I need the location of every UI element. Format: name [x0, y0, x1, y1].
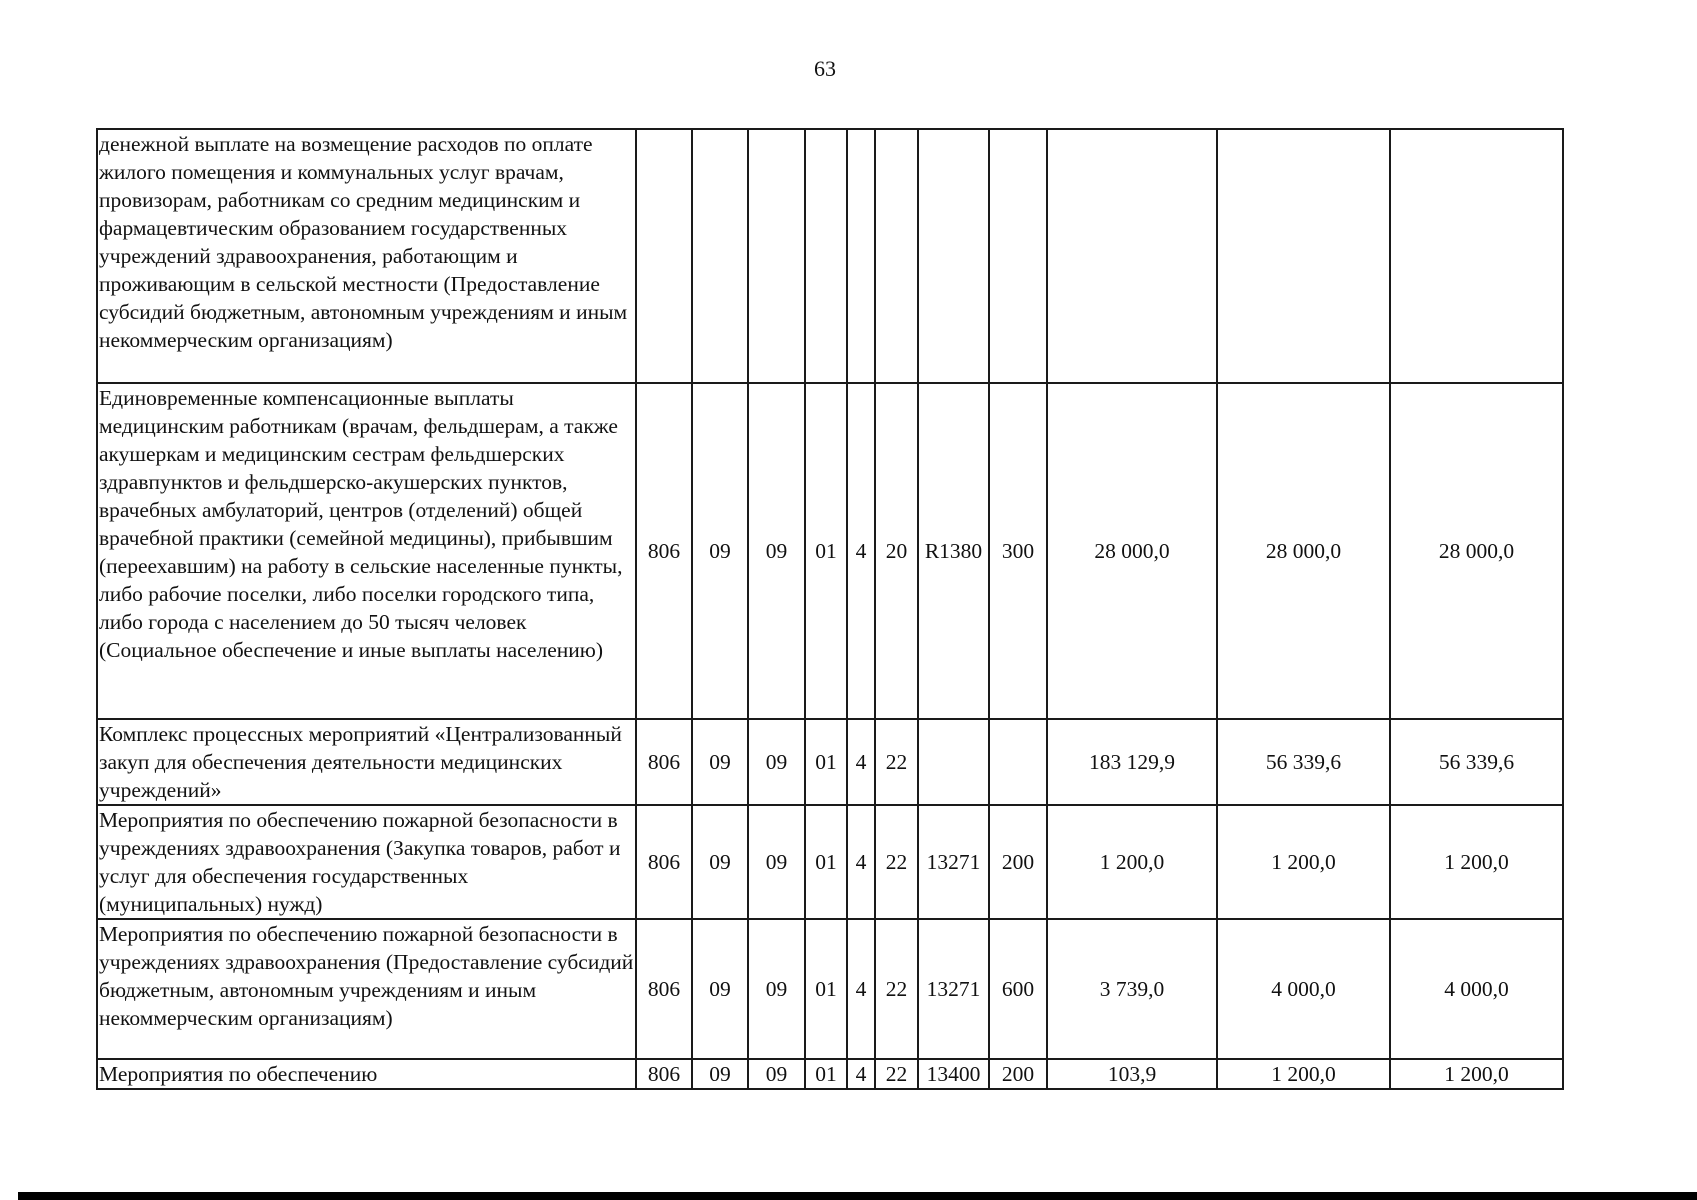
code-complex-cell: 22	[875, 719, 918, 805]
code-subsection-cell: 09	[748, 383, 805, 719]
code-direction-cell	[918, 129, 989, 383]
table-row	[97, 919, 1563, 1059]
code-type-cell: 4	[847, 383, 875, 719]
amount-year3-cell: 56 339,6	[1390, 719, 1563, 805]
code-complex-cell: 22	[875, 805, 918, 919]
code-program-cell: 01	[805, 1059, 847, 1089]
row-name-cell: Мероприятия по обеспечению	[97, 1059, 636, 1089]
code-expense-type-cell	[989, 129, 1047, 383]
amount-year1-cell: 183 129,9	[1047, 719, 1217, 805]
amount-year3-cell: 4 000,0	[1390, 919, 1563, 1059]
amount-year3-cell: 1 200,0	[1390, 1059, 1563, 1089]
row-name-cell: Единовременные компенсационные выплаты медицинским работникам (врачам, фельдшерам, а также акушеркам и медицинским сестрам фельдшерских здравпунктов и фельдшерско-акушерских пунктов, врачебных амбулаторий, центров (отделений) общей врачебной практики (семейной медицины), прибывшим (переехавшим) на работу в сельские населенные пункты, либо рабочие поселки, либо поселки городского типа, либо города с населением до 50 тысяч человек (Социальное обеспечение и иные выплаты населению)	[97, 383, 636, 719]
code-complex-cell: 22	[875, 1059, 918, 1089]
amount-year3-cell: 28 000,0	[1390, 383, 1563, 719]
code-complex-cell: 22	[875, 919, 918, 1059]
code-section-cell	[692, 129, 748, 383]
amount-year1-cell: 1 200,0	[1047, 805, 1217, 919]
code-expense-type-cell	[989, 719, 1047, 805]
amount-year1-cell: 3 739,0	[1047, 919, 1217, 1059]
code-direction-cell	[918, 719, 989, 805]
code-program-cell: 01	[805, 919, 847, 1059]
page-number: 63	[814, 56, 836, 81]
code-ministry-cell: 806	[636, 719, 692, 805]
code-ministry-cell: 806	[636, 805, 692, 919]
amount-year2-cell: 4 000,0	[1217, 919, 1390, 1059]
code-expense-type-cell: 300	[989, 383, 1047, 719]
code-subsection-cell: 09	[748, 719, 805, 805]
code-subsection-cell	[748, 129, 805, 383]
code-expense-type-cell: 200	[989, 1059, 1047, 1089]
code-section-cell: 09	[692, 1059, 748, 1089]
row-name-cell: Мероприятия по обеспечению пожарной безопасности в учреждениях здравоохранения (Предоставление субсидий бюджетным, автономным учреждениям и иным некоммерческим организациям)	[97, 919, 636, 1059]
code-program-cell: 01	[805, 805, 847, 919]
row-name-cell: Мероприятия по обеспечению пожарной безопасности в учреждениях здравоохранения (Закупка товаров, работ и услуг для обеспечения государственных (муниципальных) нужд)	[97, 805, 636, 919]
table-row	[97, 805, 1563, 919]
amount-year1-cell	[1047, 129, 1217, 383]
amount-year3-cell: 1 200,0	[1390, 805, 1563, 919]
table-row	[97, 719, 1563, 805]
code-complex-cell	[875, 129, 918, 383]
code-expense-type-cell: 200	[989, 805, 1047, 919]
code-section-cell: 09	[692, 805, 748, 919]
code-type-cell: 4	[847, 919, 875, 1059]
code-ministry-cell: 806	[636, 919, 692, 1059]
amount-year1-cell: 103,9	[1047, 1059, 1217, 1089]
code-direction-cell: R1380	[918, 383, 989, 719]
code-direction-cell: 13271	[918, 805, 989, 919]
table-row	[97, 1059, 1563, 1089]
budget-table	[96, 128, 1564, 1090]
code-subsection-cell: 09	[748, 805, 805, 919]
code-type-cell: 4	[847, 719, 875, 805]
amount-year1-cell: 28 000,0	[1047, 383, 1217, 719]
code-direction-cell: 13271	[918, 919, 989, 1059]
amount-year2-cell: 28 000,0	[1217, 383, 1390, 719]
amount-year2-cell	[1217, 129, 1390, 383]
row-name-cell: денежной выплате на возмещение расходов по оплате жилого помещения и коммунальных услуг врачам, провизорам, работникам со средним медицинским и фармацевтическим образованием государственных учреждений здравоохранения, работающим и проживающим в сельской местности (Предоставление субсидий бюджетным, автономным учреждениям и иным некоммерческим организациям)	[97, 129, 636, 383]
code-ministry-cell	[636, 129, 692, 383]
code-complex-cell: 20	[875, 383, 918, 719]
amount-year3-cell	[1390, 129, 1563, 383]
code-ministry-cell: 806	[636, 383, 692, 719]
code-section-cell: 09	[692, 719, 748, 805]
code-program-cell: 01	[805, 719, 847, 805]
amount-year2-cell: 1 200,0	[1217, 1059, 1390, 1089]
code-section-cell: 09	[692, 919, 748, 1059]
code-ministry-cell: 806	[636, 1059, 692, 1089]
scan-edge-bar	[18, 1192, 1697, 1200]
code-type-cell: 4	[847, 1059, 875, 1089]
code-program-cell: 01	[805, 383, 847, 719]
code-type-cell	[847, 129, 875, 383]
amount-year2-cell: 56 339,6	[1217, 719, 1390, 805]
code-subsection-cell: 09	[748, 1059, 805, 1089]
code-program-cell	[805, 129, 847, 383]
table-row	[97, 383, 1563, 719]
code-type-cell: 4	[847, 805, 875, 919]
table-row	[97, 129, 1563, 383]
code-direction-cell: 13400	[918, 1059, 989, 1089]
code-expense-type-cell: 600	[989, 919, 1047, 1059]
amount-year2-cell: 1 200,0	[1217, 805, 1390, 919]
code-subsection-cell: 09	[748, 919, 805, 1059]
row-name-cell: Комплекс процессных мероприятий «Централизованный закуп для обеспечения деятельности медицинских учреждений»	[97, 719, 636, 805]
code-section-cell: 09	[692, 383, 748, 719]
